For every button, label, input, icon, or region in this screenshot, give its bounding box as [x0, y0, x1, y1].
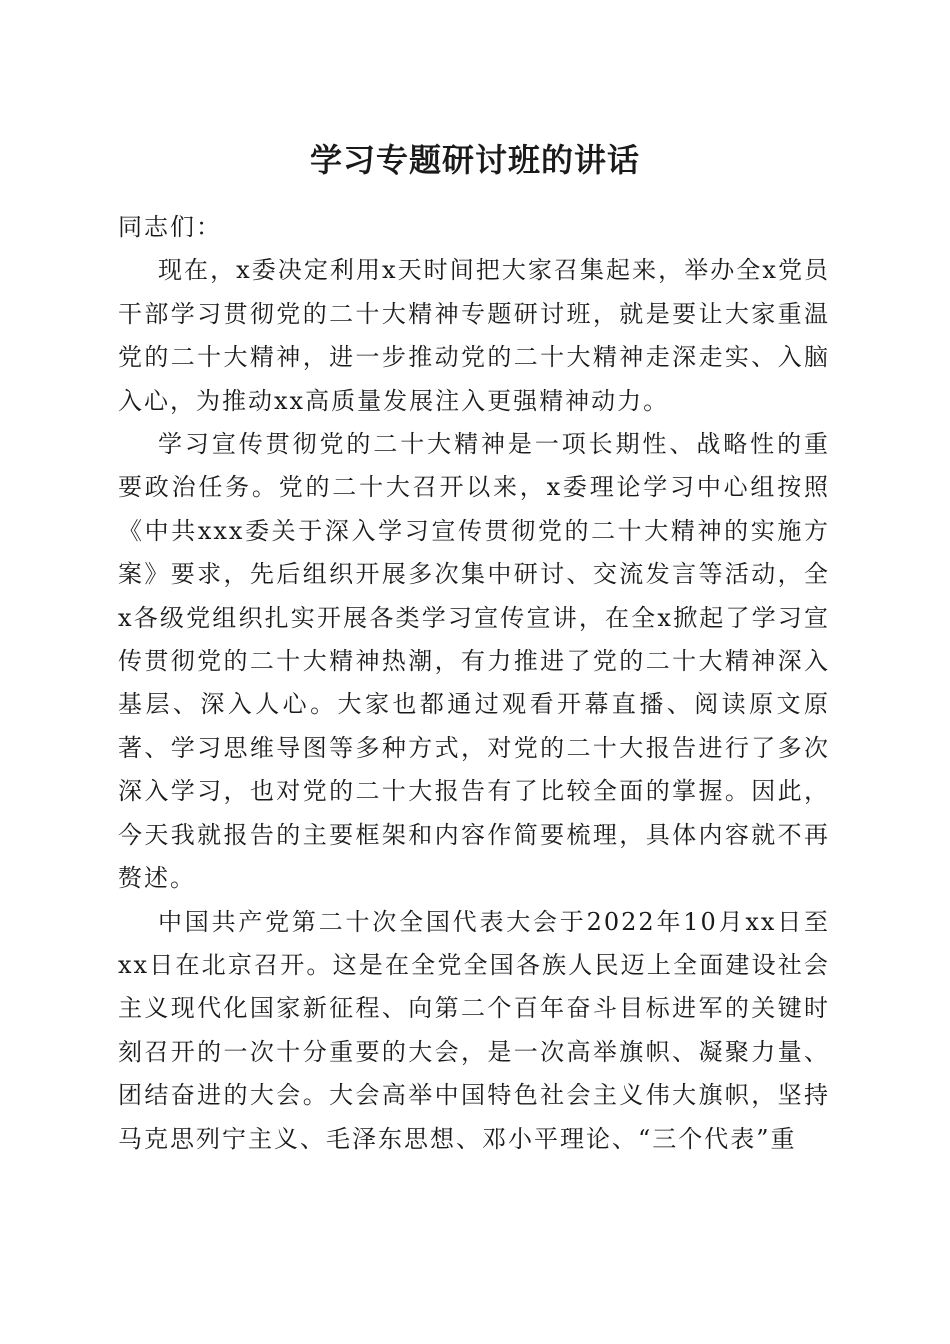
paragraph-3: 中国共产党第二十次全国代表大会于2022年10月xx日至xx日在北京召开。这是在全党全国各族人民迈上全面建设社会主义现代化国家新征程、向第二个百年奋斗目标进军的关键时刻召开的一次十分重要的大会，是一次高举旗帜、凝聚力量、团结奋进的大会。大会高举中国特色社会主义伟大旗帜，坚持马克思列宁主义、毛泽东思想、邓小平理论、“三个代表”重: [118, 907, 830, 1153]
document-body: [118, 206, 830, 1161]
salutation: 同志们：: [118, 213, 222, 241]
paragraph-1: 现在，x委决定利用x天时间把大家召集起来，举办全x党员干部学习贯彻党的二十大精神专题研讨班，就是要让大家重温党的二十大精神，进一步推动党的二十大精神走深走实、入脑入心，为推动xx高质量发展注入更强精神动力。: [118, 256, 830, 415]
paragraph-2: 学习宣传贯彻党的二十大精神是一项长期性、战略性的重要政治任务。党的二十大召开以来，x委理论学习中心组按照《中共xxx委关于深入学习宣传贯彻党的二十大精神的实施方案》要求，先后组织开展多次集中研讨、交流发言等活动，全x各级党组织扎实开展各类学习宣传宣讲，在全x掀起了学习宣传贯彻党的二十大精神热潮，有力推进了党的二十大精神深入基层、深入人心。大家也都通过观看开幕直播、阅读原文原著、学习思维导图等多种方式，对党的二十大报告进行了多次深入学习，也对党的二十大报告有了比较全面的掌握。因此，今天我就报告的主要框架和内容作简要梳理，具体内容就不再赘述。: [118, 430, 830, 893]
document-title: 学习专题研讨班的讲话: [309, 141, 640, 179]
